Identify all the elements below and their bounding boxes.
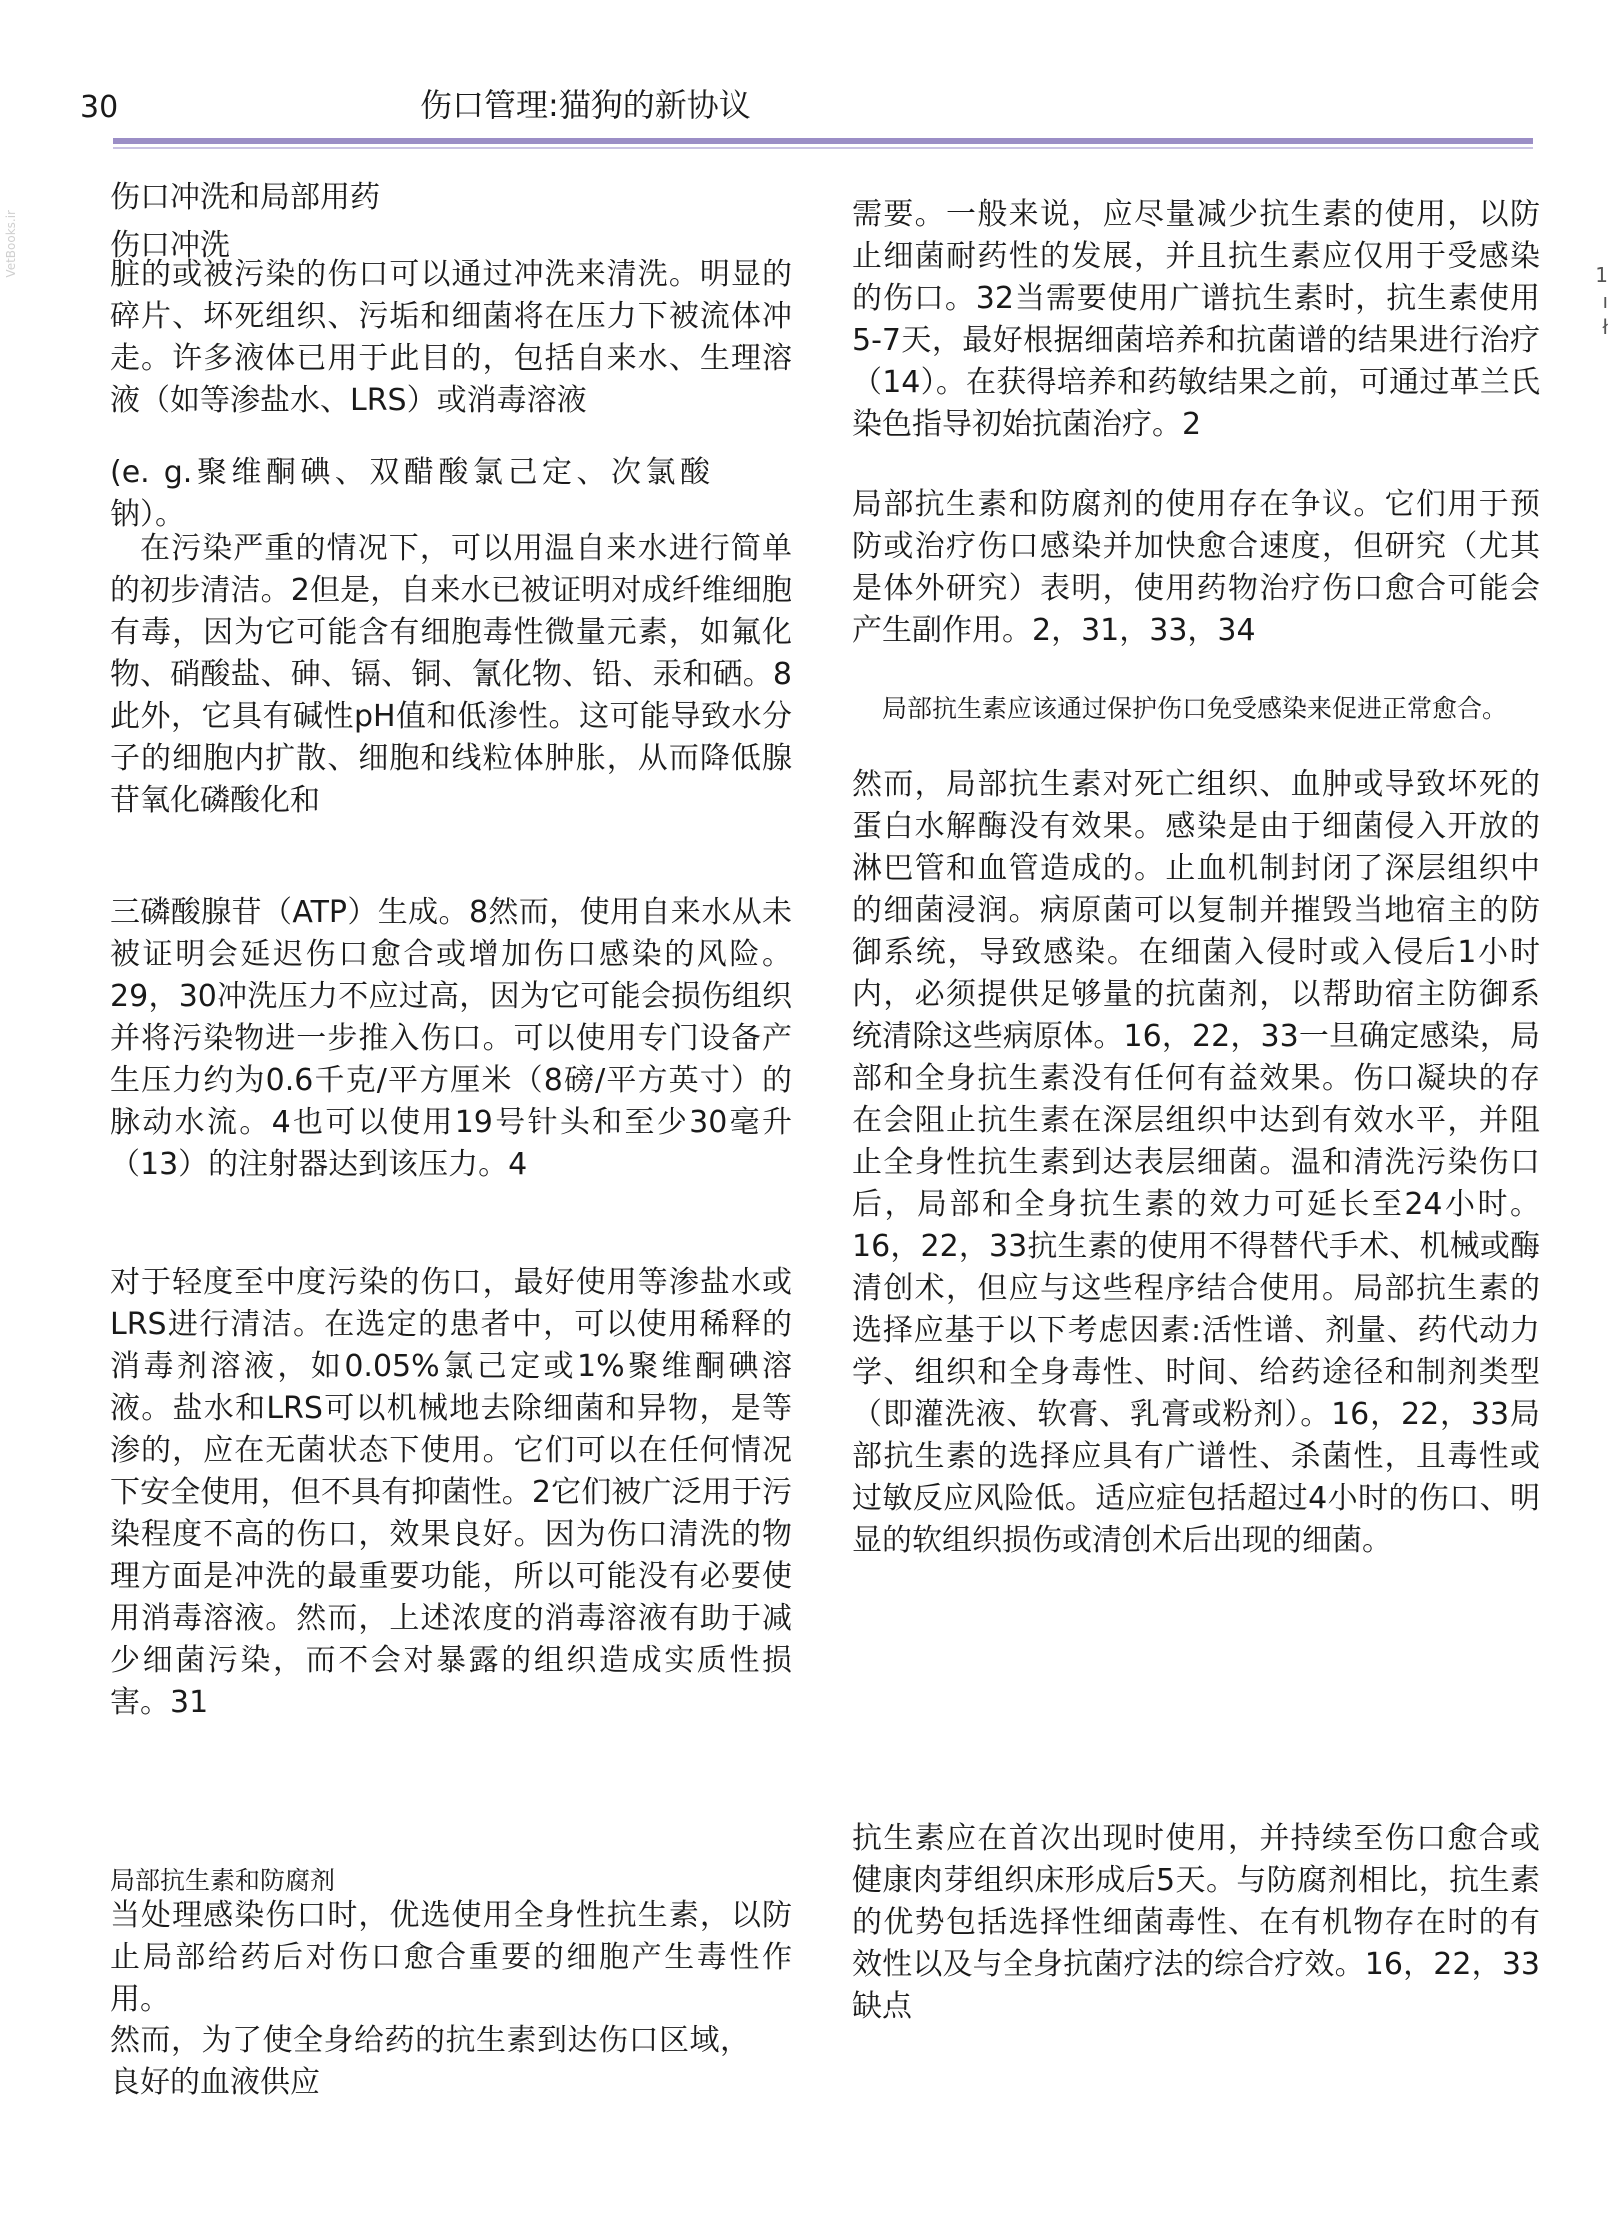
right-paragraph-3: 然而，局部抗生素对死亡组织、血肿或导致坏死的蛋白水解酶没有效果。感染是由于细菌侵入开放的淋巴管和血管造成的。止血机制封闭了深层组织中的细菌浸润。病原菌可以复制并摧毁当地宿主的防御系统，导致感染。在细菌入侵时或入侵后1小时内，必须提供足够量的抗菌剂，以帮助宿主防御系统清除这些病原体。16，22，33一旦确定感染，局部和全身抗生素没有任何有益效果。伤口凝块的存在会阻止抗生素在深层组织中达到有效水平，并阻止全身性抗生素到达表层细菌。温和清洗污染伤口后，局部和全身抗生素的效力可延长至24小时。16，22，33抗生素的使用不得替代手术、机械或酶清创术，但应与这些程序结合使用。局部抗生素的选择应基于以下考虑因素:活性谱、剂量、药代动力学、组织和全身毒性、时间、给药途径和制剂类型（即灌洗液、软膏、乳膏或粉剂）。16，22，33局部抗生素的选择应具有广谱性、杀菌性，且毒性或过敏反应风险低。适应症包括超过4小时的伤口、明显的软组织损伤或清创术后出现的细菌。 [852,767,1540,1558]
left-paragraph-1: 脏的或被污染的伤口可以通过冲洗来清洗。明显的碎片、坏死组织、污垢和细菌将在压力下被流体冲走。许多液体已用于此目的，包括自来水、生理溶液（如等渗盐水、LRS）或消毒溶液 [110,257,792,418]
sub-heading-topical: 局部抗生素和防腐剂 [110,1866,336,1895]
left-paragraph-5: 当处理感染伤口时，优选使用全身性抗生素，以防止局部给药后对伤口愈合重要的细胞产生毒性作用。 [110,1898,792,2017]
section-heading: 伤口冲洗和局部用药 [110,180,380,215]
header-rule-shadow [113,147,1533,149]
watermark: VetBooks.ir [4,210,18,278]
right-note: 局部抗生素应该通过保护伤口免受感染来促进正常愈合。 [882,694,1508,723]
right-paragraph-2: 局部抗生素和防腐剂的使用存在争议。它们用于预防或治疗伤口感染并加快愈合速度，但研究（尤其是体外研究）表明，使用药物治疗伤口愈合可能会产生副作用。2，31，33，34 [852,487,1540,648]
sub-heading-irrigation: 伤口冲洗 [110,228,230,263]
left-paragraph-6: 然而，为了使全身给药的抗生素到达伤口区域，良好的血液供应 [110,2023,750,2100]
right-paragraph-1: 需要。一般来说，应尽量减少抗生素的使用，以防止细菌耐药性的发展，并且抗生素应仅用于受感染的伤口。32当需要使用广谱抗生素时，抗生素使用5-7天，最好根据细菌培养和抗菌谱的结果进行治疗（14）。在获得培养和药敏结果之前，可通过革兰氏染色指导初始抗菌治疗。2 [852,197,1540,442]
running-head: 伤口管理:猫狗的新协议 [420,86,751,124]
right-paragraph-4: 抗生素应在首次出现时使用，并持续至伤口愈合或健康肉芽组织床形成后5天。与防腐剂相比，抗生素的优势包括选择性细菌毒性、在有机物存在时的有效性以及与全身抗菌疗法的综合疗效。16，22，33缺点 [852,1821,1540,2024]
left-paragraph-3: 三磷酸腺苷（ATP）生成。8然而，使用自来水从未被证明会延迟伤口愈合或增加伤口感染的风险。29，30冲洗压力不应过高，因为它可能会损伤组织并将污染物进一步推入伤口。可以使用专门设备产生压力约为0.6千克/平方厘米（8磅/平方英寸）的脉动水流。4也可以使用19号针头和至少30毫升（13）的注射器达到该压力。4 [110,895,792,1182]
page-number: 30 [80,90,119,125]
header-rule [113,138,1533,144]
left-paragraph-1-cont: (e. g.聚维酮碘、双醋酸氯己定、次氯酸钠）。 [110,455,710,532]
left-paragraph-4: 对于轻度至中度污染的伤口，最好使用等渗盐水或LRS进行清洁。在选定的患者中，可以使用稀释的消毒剂溶液，如0.05%氯己定或1%聚维酮碘溶液。盐水和LRS可以机械地去除细菌和异物，是等渗的，应在无菌状态下使用。它们可以在任何情况下安全使用，但不具有抑菌性。2它们被广泛用于污染程度不高的伤口，效果良好。因为伤口清洗的物理方面是冲洗的最重要功能，所以可能没有必要使用消毒溶液。然而，上述浓度的消毒溶液有助于减少细菌污染，而不会对暴露的组织造成实质性损害。31 [110,1265,792,1720]
left-paragraph-2: 在污染严重的情况下，可以用温自来水进行简单的初步清洁。2但是，自来水已被证明对成纤维细胞有毒，因为它可能含有细胞毒性微量元素，如氟化物、硝酸盐、砷、镉、铜、氰化物、铅、汞和硒。8此外，它具有碱性pH值和低渗性。这可能导致水分子的细胞内扩散、细胞和线粒体肿胀，从而降低腺苷氧化磷酸化和 [110,531,792,818]
margin-marks: 1 ı ł [1595,263,1608,339]
